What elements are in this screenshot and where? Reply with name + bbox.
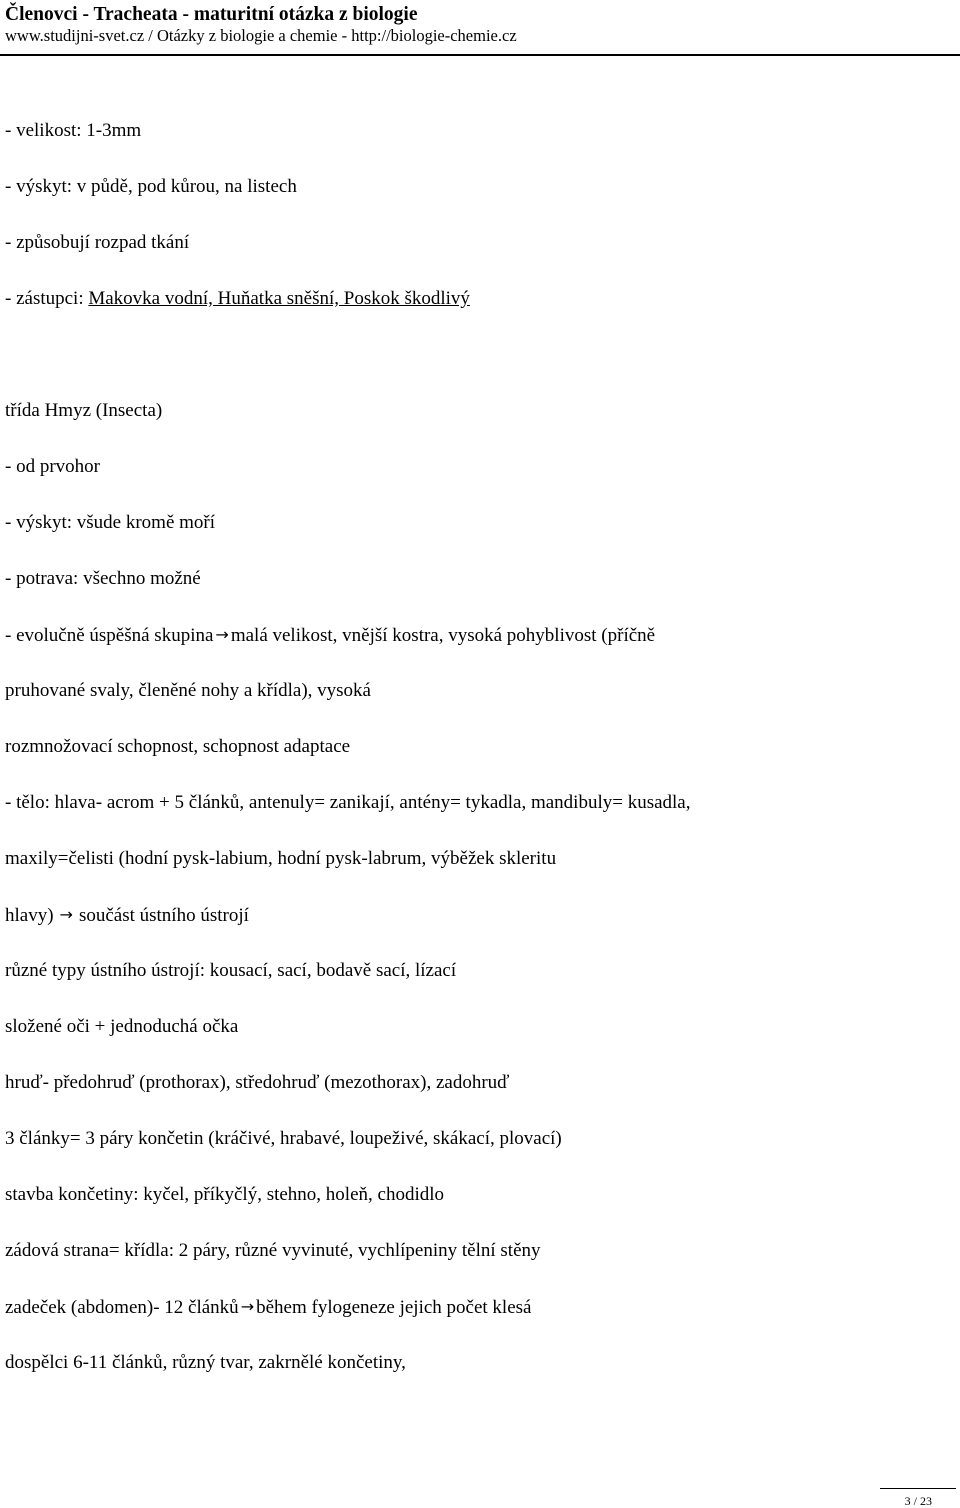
document-source: www.studijni-svet.cz / Otázky z biologie a chemie - http://biologie-chemie.cz [5, 26, 517, 45]
text-line: zádová strana= křídla: 2 páry, různé vyvinuté, vychlípeniny tělní stěny [5, 1240, 541, 1261]
text-line: - velikost: 1-3mm [5, 120, 142, 141]
species-link[interactable]: Makovka vodní, Huňatka sněšní, Poskok škodlivý [88, 288, 470, 309]
text-line: různé typy ústního ústrojí: kousací, sací, bodavě sací, lízací [5, 960, 457, 981]
arrow-icon: → [215, 625, 229, 644]
arrow-icon: → [59, 905, 73, 924]
text-line [5, 287, 470, 311]
text-line: 3 články= 3 páry končetin (kráčivé, hrabavé, loupeživé, skákací, plovací) [5, 1128, 562, 1149]
arrow-icon: → [240, 1297, 255, 1316]
text-segment: malá velikost, vnější kostra, vysoká pohyblivost (příčně [230, 625, 656, 646]
text-line: - výskyt: všude kromě moří [5, 512, 216, 533]
text-line: maxily=čelisti (hodní pysk-labium, hodní pysk-labrum, výběžek skleritu [5, 848, 557, 869]
text-line: hruď- předohruď (prothorax), středohruď (mezothorax), zadohruď [5, 1072, 510, 1093]
document-title: Členovci - Tracheata - maturitní otázka z biologie [5, 4, 418, 25]
footer-divider [880, 1488, 956, 1489]
text-line: - tělo: hlava- acrom + 5 článků, antenuly= zanikají, antény= tykadla, mandibuly= kusadla, [5, 792, 691, 813]
text-line [5, 903, 249, 928]
text-line: složené oči + jednoduchá očka [5, 1016, 239, 1037]
text-line: pruhované svaly, členěné nohy a křídla), vysoká [5, 680, 371, 701]
header-divider [0, 54, 960, 56]
text-line: - od prvohor [5, 456, 100, 477]
text-line: - potrava: všechno možné [5, 568, 201, 589]
text-line: dospělci 6-11 článků, různý tvar, zakrnělé končetiny, [5, 1352, 406, 1373]
text-segment: během fylogeneze jejich počet klesá [256, 1297, 532, 1318]
section-heading: třída Hmyz (Insecta) [5, 400, 163, 421]
text-segment: hlavy) [5, 905, 54, 926]
text-segment: součást ústního ústrojí [78, 905, 249, 926]
text-segment: zadeček (abdomen)- 12 článků [5, 1297, 239, 1318]
page-header [5, 3, 956, 46]
text-line: stavba končetiny: kyčel, příkyčlý, stehno, holeň, chodidlo [5, 1184, 445, 1205]
text-line: - výskyt: v půdě, pod kůrou, na listech [5, 176, 297, 197]
text-line [5, 1295, 531, 1320]
text-segment: - evolučně úspěšná skupina [5, 625, 214, 646]
text-line: - způsobují rozpad tkání [5, 232, 190, 253]
page-number: 3 / 23 [904, 1494, 932, 1508]
text-line: rozmnožovací schopnost, schopnost adaptace [5, 736, 351, 757]
text-segment: - zástupci: [5, 288, 89, 309]
text-line [5, 623, 655, 648]
